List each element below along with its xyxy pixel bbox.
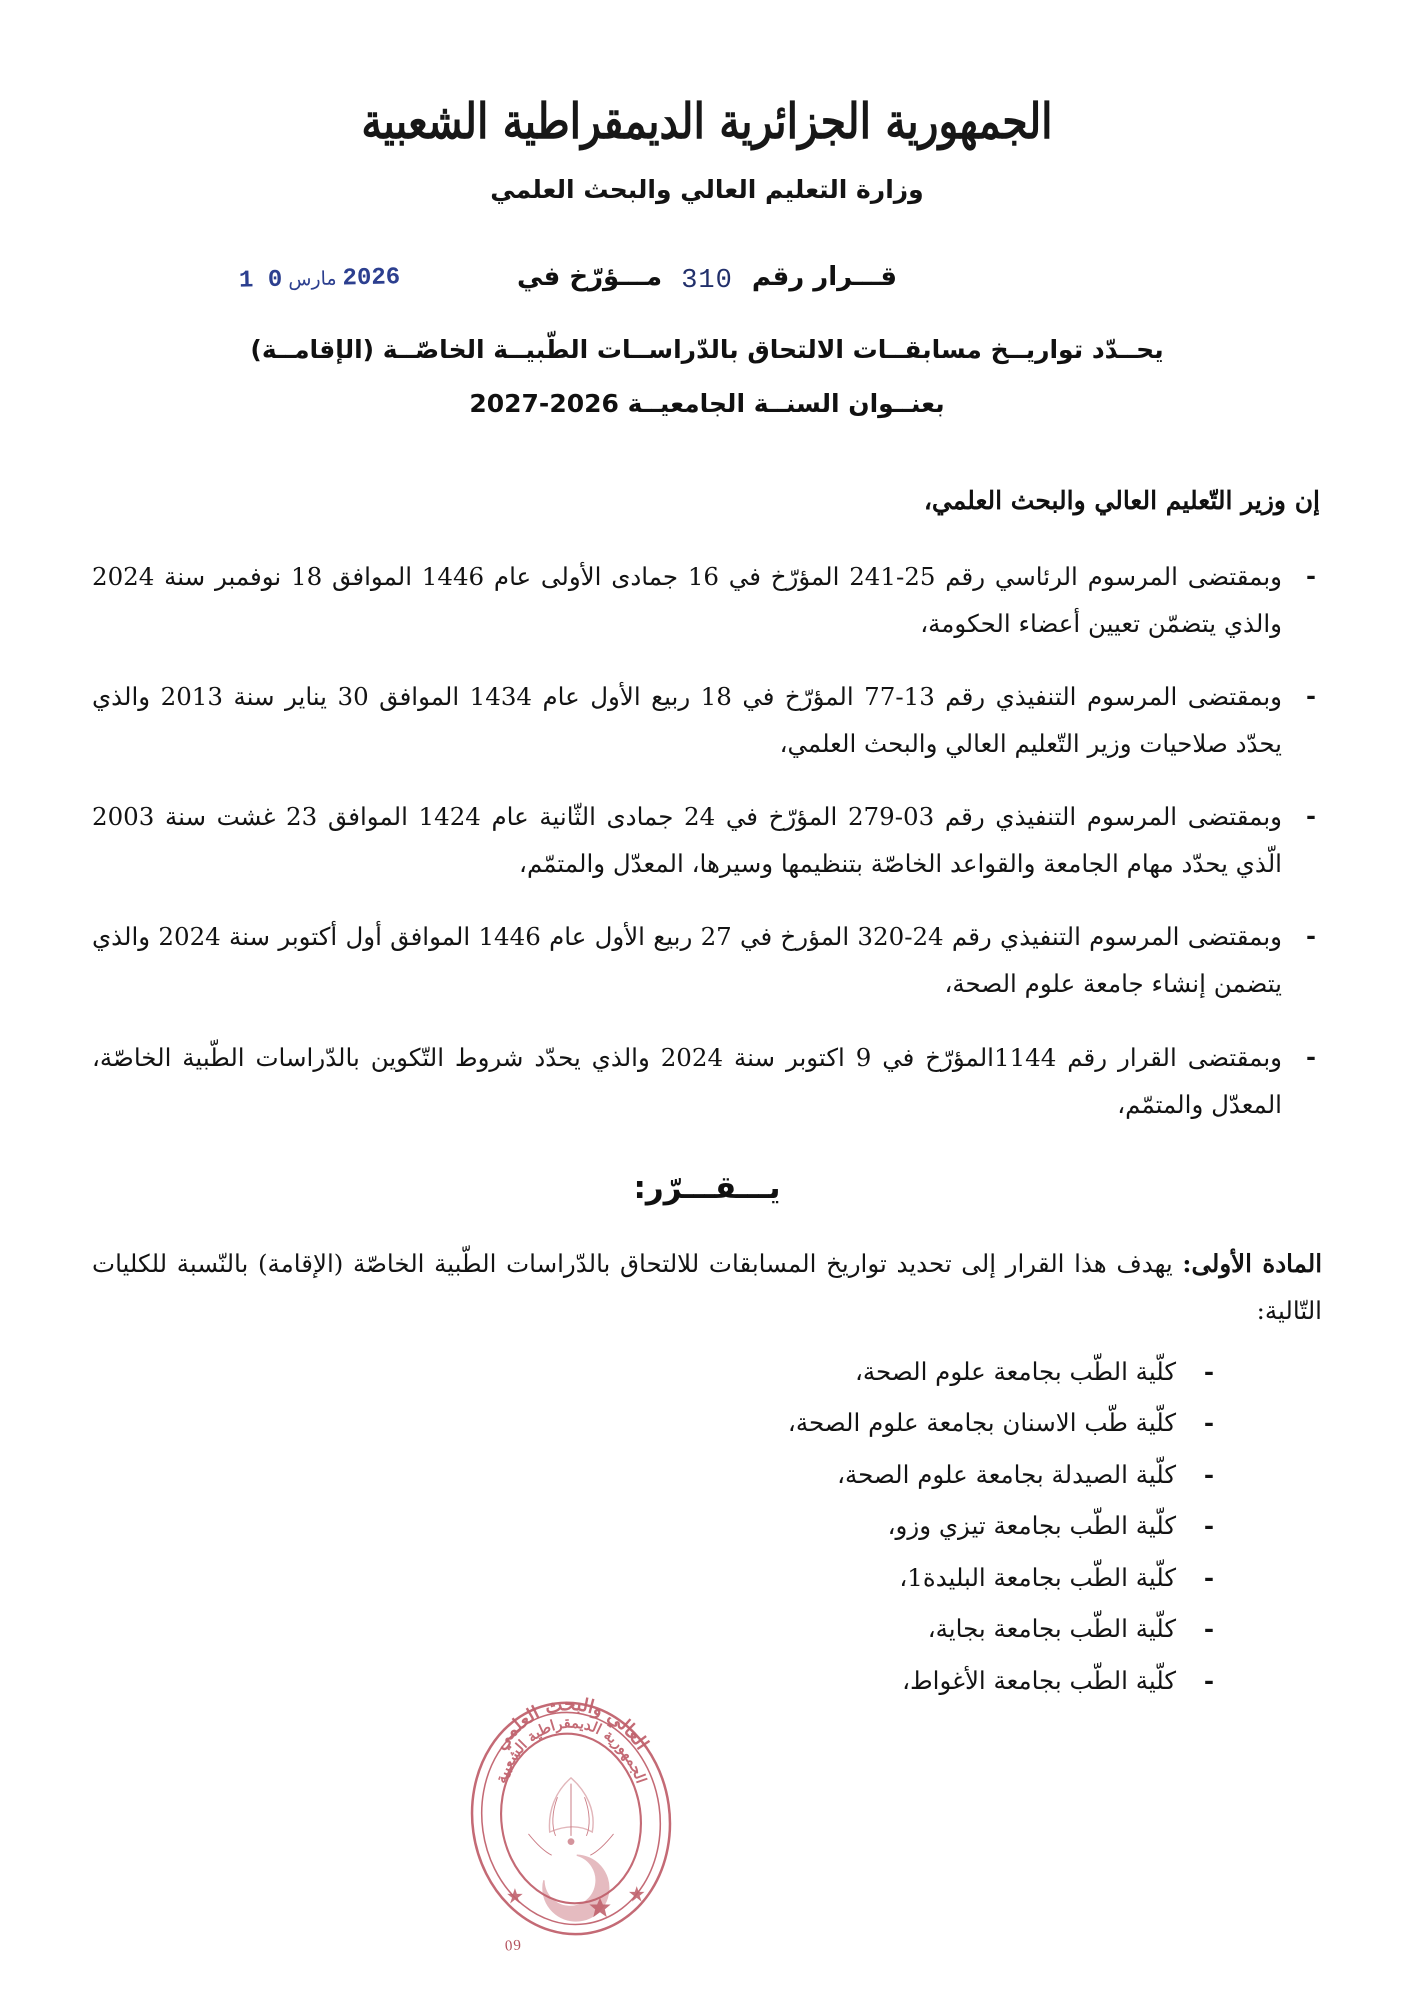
list-item: [92, 1511, 1222, 1541]
article-one-label: المادة الأولى:: [1182, 1248, 1323, 1278]
seal-outer-text: العالي والبحث العلمي: [489, 1694, 653, 1754]
decree-number-handwritten: 310: [681, 266, 733, 297]
whereas-item: - وبمقتضى المرسوم الرئاسي رقم 25-241 المؤرّخ في 16 جمادى الأولى عام 1446 الموافق 18 نوفمبر سنة 2024 والذي يتضمّن تعيين أعضاء الحكومة،: [92, 553, 1322, 647]
seal-number: 09: [504, 1937, 523, 1955]
decide-heading: يـــقـــرّر:: [633, 1169, 781, 1206]
list-item: [92, 1614, 1222, 1644]
faculty-label: كلّية الصيدلة بجامعة علوم الصحة،: [837, 1459, 1176, 1489]
faculty-label: كلّية الطّب بجامعة تيزي وزو،: [887, 1511, 1176, 1541]
date-stamp: [232, 264, 401, 295]
official-seal-icon: [455, 1690, 687, 1945]
document-body: [92, 486, 1322, 1693]
whereas-item: - وبمقتضى المرسوم التنفيذي رقم 24-320 المؤرخ في 27 ربيع الأول عام 1446 الموافق أول أكتوبر سنة 2024 والذي يتضمن إنشاء جامعة علوم الصحة،: [92, 913, 1322, 1007]
faculty-label: كلّية الطّب بجامعة الأغواط،: [902, 1665, 1176, 1695]
ministry-heading: وزارة التعليم العالي والبحث العلمي: [490, 175, 924, 205]
decree-number-text: [516, 262, 898, 297]
decree-prefix-label: قـــرار رقم: [751, 262, 898, 293]
whereas-item: - وبمقتضى المرسوم التنفيذي رقم 03-279 المؤرّخ في 24 جمادى الثّانية عام 1424 الموافق 23 غشت سنة 2003 الّذي يحدّد مهام الجامعة والقواعد الخاصّة بتنظيمها وسيرها، المعدّل والمتمّم،: [92, 793, 1322, 887]
whereas-list: [92, 553, 1322, 1127]
stamp-day: 0 1: [238, 266, 283, 295]
article-one-text: يهدف هذا القرار إلى تحديد تواريخ المسابقات للالتحاق بالدّراسات الطّبية الخاصّة (الإقامة) بالنّسبة للكليات التّالية:: [92, 1248, 1322, 1326]
decree-number-row: [0, 262, 1414, 312]
article-one: [92, 1240, 1322, 1336]
faculty-label: كلّية الطّب بجامعة البليدة1،: [899, 1562, 1176, 1592]
faculty-label: كلّية طّب الاسنان بجامعة علوم الصحة،: [787, 1408, 1176, 1438]
decree-title-line-2: بعنــوان السنــة الجامعيــة 2026-2027: [469, 389, 945, 419]
list-item: [92, 1459, 1222, 1489]
stamp-month: مارس: [287, 267, 337, 291]
list-item: [92, 1408, 1222, 1438]
faculty-label: كلّية الطّب بجامعة بجاية،: [927, 1614, 1176, 1644]
list-item: [92, 1665, 1222, 1695]
whereas-item: - وبمقتضى المرسوم التنفيذي رقم 13-77 المؤرّخ في 18 ربيع الأول عام 1434 الموافق 30 يناير سنة 2013 والذي يحدّد صلاحيات وزير التّعليم العالي والبحث العلمي،: [92, 673, 1322, 767]
decree-title-line-1: يحــدّد تواريــخ مسابقــات الالتحاق بالدّراســات الطّبيــة الخاصّــة (الإقامــة): [250, 335, 1164, 365]
preamble-text: إن وزير التّعليم العالي والبحث العلمي،: [923, 486, 1320, 516]
stamp-year: 2026: [342, 264, 401, 293]
list-item: [92, 1562, 1222, 1592]
seal-inner-text: الجمهورية الديمقراطية الشعبية: [492, 1714, 650, 1786]
list-item: [92, 1356, 1222, 1386]
faculty-label: كلّية الطّب بجامعة علوم الصحة،: [855, 1356, 1176, 1386]
faculties-list: [92, 1356, 1222, 1695]
whereas-item: - وبمقتضى القرار رقم 1144المؤرّخ في 9 اكتوبر سنة 2024 والذي يحدّد شروط التّكوين بالدّراسات الطّبية الخاصّة، المعدّل والمتمّم،: [92, 1034, 1322, 1128]
decree-suffix-label: مـــؤرّخ في: [516, 262, 663, 293]
republic-heading: الجمهورية الجزائرية الديمقراطية الشعبية: [361, 93, 1053, 150]
